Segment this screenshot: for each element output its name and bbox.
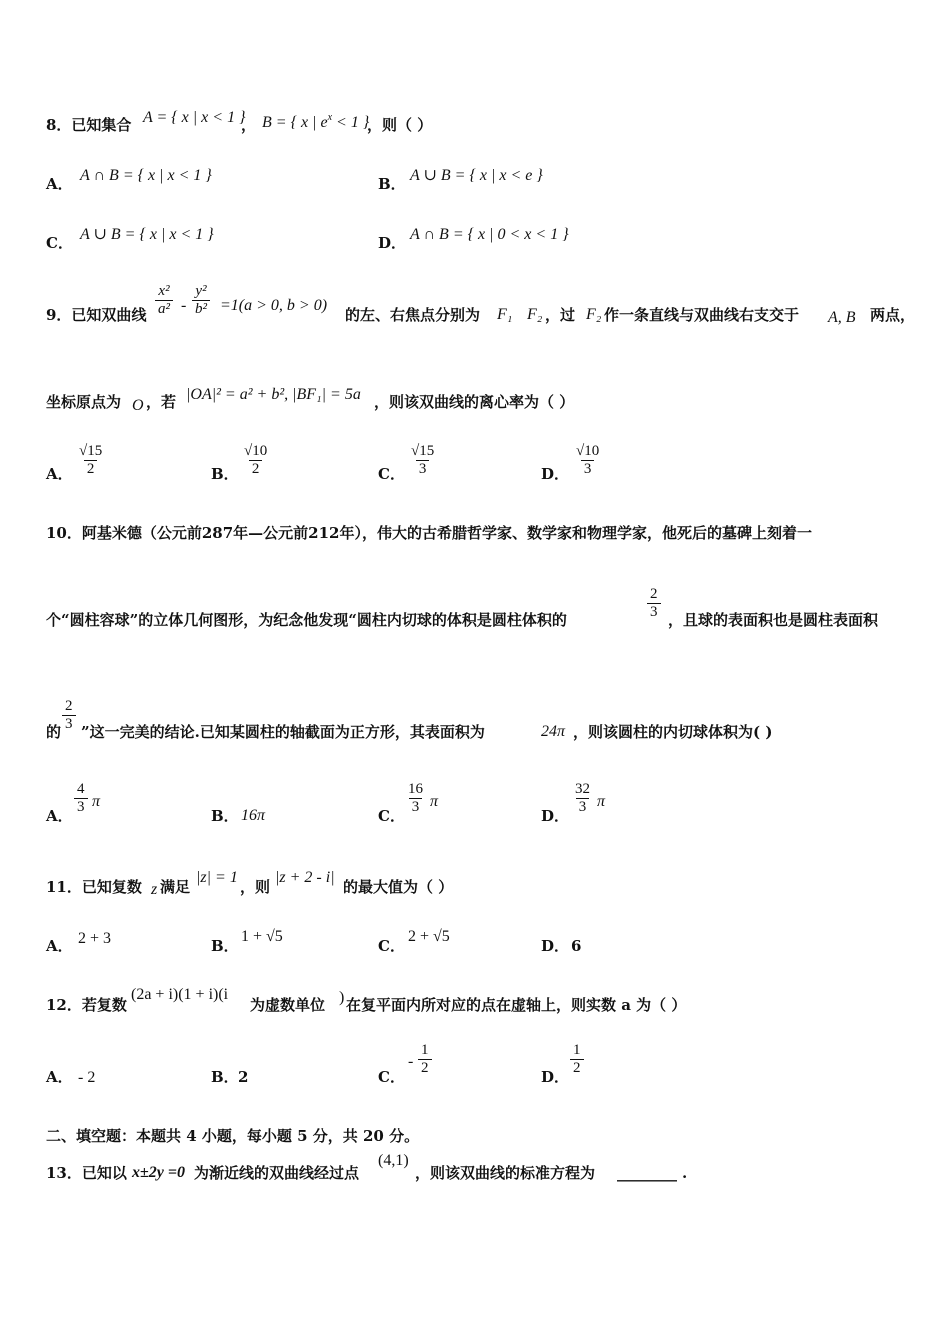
q10-option-b-label: B． [211, 807, 239, 825]
q10-line2a: 个“圆柱容球”的立体几何图形，为纪念他发现“圆柱内切球的体积是圆柱体积的 [46, 611, 567, 629]
q11-option-b: 1 + √5 [241, 928, 283, 945]
q8-option-d: A ∩ B = { x | 0 < x < 1 } [410, 226, 569, 243]
q10-line2b: ，且球的表面积也是圆柱表面积 [668, 611, 879, 629]
q13-asymptote: x±2y =0 [132, 1164, 185, 1181]
q9-mid: 的左、右焦点分别为 [345, 306, 481, 324]
q9-option-c: $\frac{√15}{3}$ [411, 443, 435, 477]
q11-option-d: 6 [571, 937, 582, 955]
q13-stem-a: 13．已知以 [46, 1164, 127, 1182]
q9-f1: F₁ [497, 306, 513, 323]
q8-set-b: B = { x | $e^x < 1$ } [262, 112, 370, 131]
q12-option-a-label: A． [46, 1068, 73, 1086]
q11-option-a-label: A． [46, 937, 73, 955]
q8-option-c: A ∪ B = { x | x < 1 } [80, 226, 214, 243]
q9-fraction-y: $\frac{\text{y²}}{\text{b²}}$ [192, 283, 210, 318]
q13-answer-blank[interactable]: ________ [617, 1164, 677, 1182]
q11-end: 的最大值为（ ） [343, 878, 454, 896]
q10-option-d-label: D． [541, 807, 570, 825]
q9-mid2: ，过 [545, 306, 576, 324]
q9-f2: F₂ [527, 306, 543, 323]
q9-option-d: $\frac{√10}{3}$ [576, 443, 600, 477]
q12-option-c-minus: - [408, 1053, 414, 1070]
q10-line3b: ”这一完美的结论.已知某圆柱的轴截面为正方形，其表面积为 [81, 723, 485, 741]
q9-end: 两点， [870, 306, 916, 324]
q12-end: 在复平面内所对应的点在虚轴上，则实数 a 为（ ） [346, 996, 687, 1014]
q9-option-a: $\frac{√15}{2}$ [79, 443, 103, 477]
q8-option-b-label: B． [378, 175, 406, 193]
q13-stem-b: 为渐近线的双曲线经过点 [194, 1164, 360, 1182]
q10-option-d-pi: π [597, 793, 606, 810]
q9-origin: O [132, 397, 144, 414]
q9-option-a-label: A． [46, 465, 73, 483]
q12-option-d-label: D． [541, 1068, 570, 1086]
q10-line1: 10．阿基米德（公元前287年—公元前212年），伟大的古希腊哲学家、数学家和物理学家，他死后的墓碑上刻着一 [46, 524, 813, 542]
q11-option-c-label: C． [378, 937, 405, 955]
q8-option-a: A ∩ B = { x | x < 1 } [80, 167, 212, 184]
q9-equation-rest: =1(a > 0, b > 0) [220, 297, 328, 314]
q12-option-b-label: B． [211, 1068, 239, 1086]
q12-option-c: $\frac{1}{2}$ [418, 1042, 432, 1077]
q8-option-d-label: D． [378, 234, 407, 252]
q9-mid3: 作一条直线与双曲线右支交于 [604, 306, 800, 324]
q11-mid: 满足 [160, 878, 191, 896]
q12-mid: 为虚数单位 [250, 996, 326, 1014]
q10-fraction-two-thirds-2: $\frac{2}{3}$ [62, 698, 76, 733]
q8-tail: ，则（ ） [367, 116, 433, 134]
q9-option-c-label: C． [378, 465, 405, 483]
q13-period: . [682, 1164, 688, 1182]
q11-option-d-label: D． [541, 937, 570, 955]
q8-option-b: A ∪ B = { x | x < e } [410, 167, 543, 184]
q10-option-a: $\frac{4}{3}$ [74, 781, 88, 816]
q13-point: (4,1) [378, 1152, 409, 1169]
q12-option-a: - 2 [78, 1069, 96, 1086]
q10-option-d: $\frac{32}{3}$ [575, 781, 590, 815]
q10-line3a: 的 [46, 723, 62, 741]
q8-comma: ， [241, 116, 257, 134]
q11-mid2: ，则 [240, 878, 271, 896]
q9-option-b: $\frac{√10}{2}$ [244, 443, 268, 477]
q9-minus: - [181, 297, 187, 314]
q11-option-c: 2 + √5 [408, 928, 450, 945]
q12-stem: 12．若复数 [46, 996, 127, 1014]
q8-option-c-label: C． [46, 234, 73, 252]
q9-condition: |OA|² = a² + b², |BF₁| = 5a [186, 386, 361, 403]
q9-line2a: 坐标原点为 [46, 393, 122, 411]
q9-stem: 9．已知双曲线 [46, 306, 147, 324]
q12-expression: (2a + i)(1 + i)(i [131, 986, 229, 1003]
q10-fraction-two-thirds: $\frac{2}{3}$ [647, 586, 661, 621]
q9-option-b-label: B． [211, 465, 239, 483]
q8-stem: 8．已知集合 [46, 116, 132, 134]
q10-area: 24π [541, 723, 566, 740]
q10-option-c-label: C． [378, 807, 405, 825]
q12-option-c-label: C． [378, 1068, 405, 1086]
q11-z: z [151, 881, 158, 898]
q10-option-c-pi: π [430, 793, 439, 810]
q11-option-a: 2 + 3 [78, 930, 112, 947]
q8-option-a-label: A． [46, 175, 73, 193]
q11-option-b-label: B． [211, 937, 239, 955]
q12-paren: ) [339, 989, 345, 1006]
q10-option-a-label: A． [46, 807, 73, 825]
q10-option-b: 16π [241, 807, 266, 824]
q9-f2b: F₂ [586, 306, 602, 323]
q9-line2c: ，则该双曲线的离心率为（ ） [374, 393, 575, 411]
q9-line2b: ，若 [146, 393, 177, 411]
q9-fraction-x: $\frac{\text{x²}}{\text{a²}}$ [155, 283, 173, 318]
q11-condition: |z| = 1 [196, 869, 238, 886]
q12-option-d: $\frac{1}{2}$ [570, 1042, 584, 1077]
q9-ab: A, B [828, 309, 856, 326]
q12-option-b: 2 [238, 1068, 249, 1086]
section-heading: 二、填空题：本题共 4 小题，每小题 5 分，共 20 分。 [46, 1127, 420, 1145]
q11-expression: |z + 2 - i| [275, 869, 335, 886]
q8-set-a: A = { x | x < 1 } [143, 109, 246, 126]
q9-option-d-label: D． [541, 465, 570, 483]
q10-option-a-pi: π [92, 793, 101, 810]
q13-stem-c: ，则该双曲线的标准方程为 [415, 1164, 596, 1182]
q11-stem: 11．已知复数 [46, 878, 142, 896]
q10-line3c: ，则该圆柱的内切球体积为( ) [573, 723, 773, 741]
q10-option-c: $\frac{16}{3}$ [408, 781, 423, 815]
